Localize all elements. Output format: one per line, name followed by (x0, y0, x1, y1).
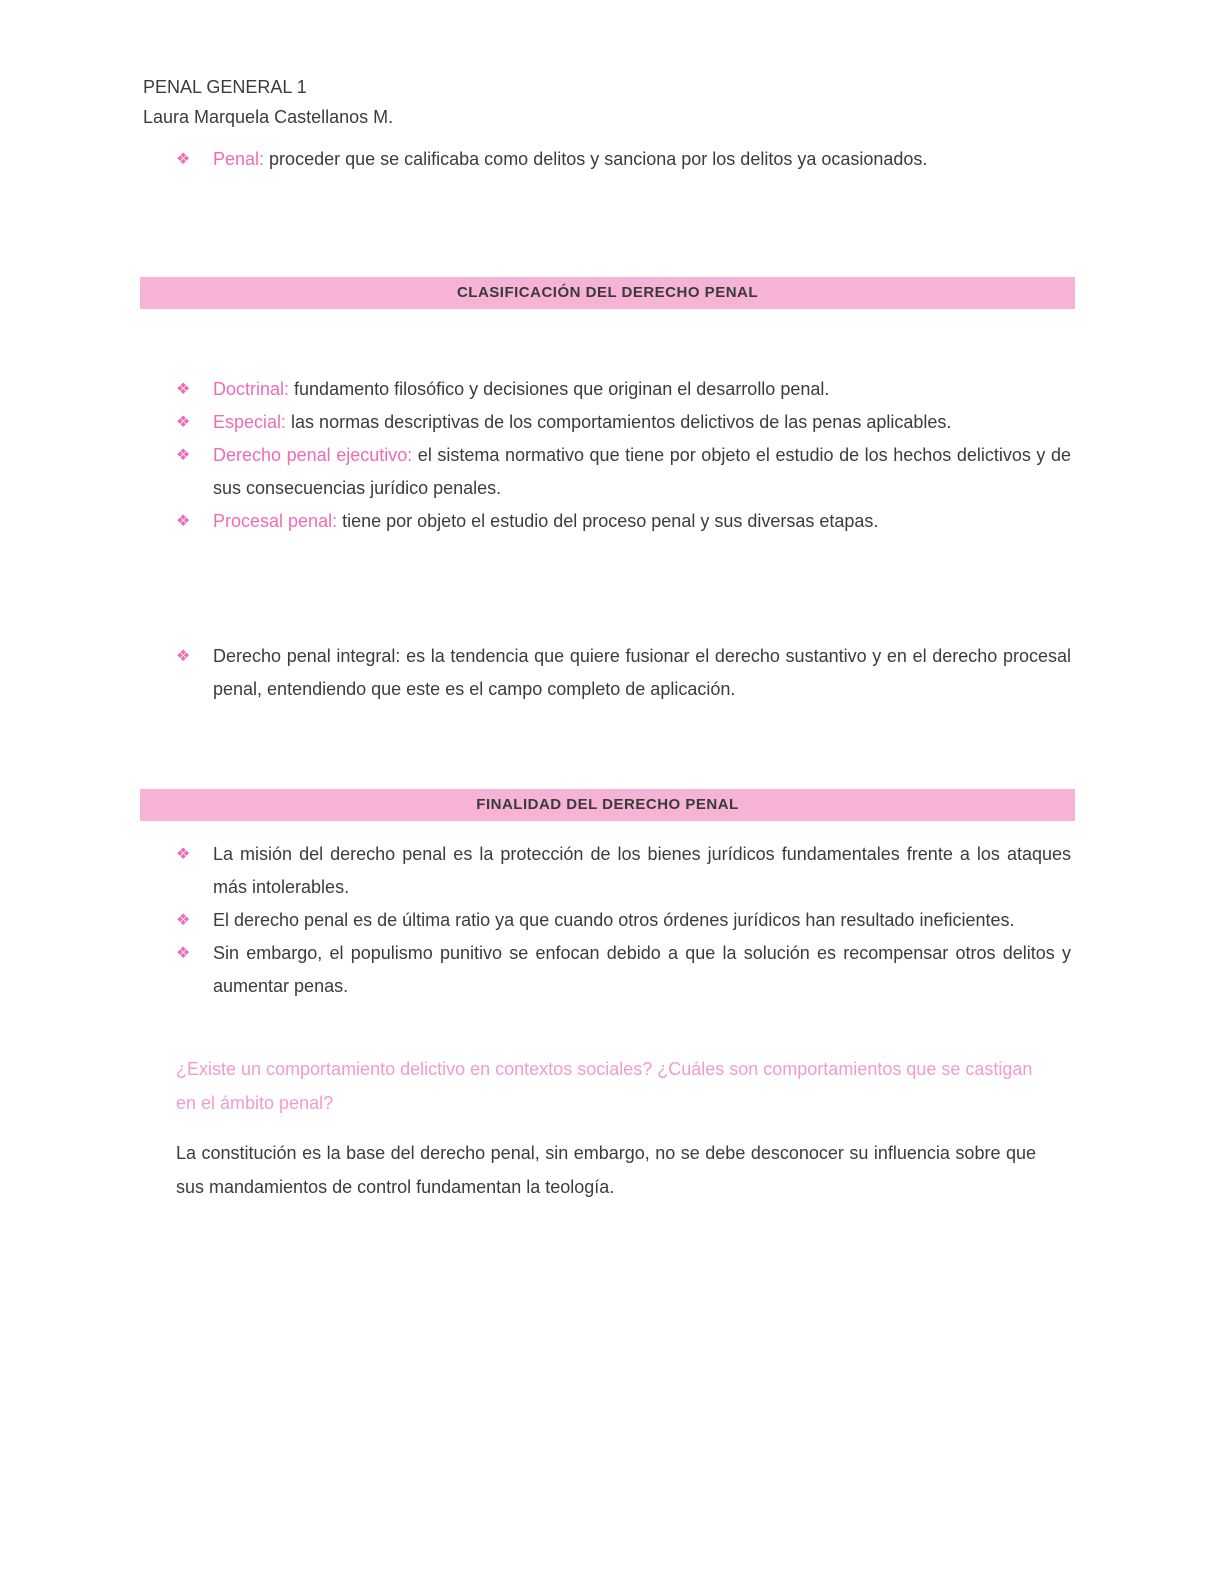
list-item-text: el sistema normativo que tiene por objeto el estudio de los hechos delictivos y de sus consecuencias jurídico penales. (213, 445, 1072, 498)
section-heading-purpose: FINALIDAD DEL DERECHO PENAL (140, 789, 1075, 821)
diamond-bullet-icon: ❖ (176, 912, 191, 929)
list-item-text: La misión del derecho penal es la protección de los bienes jurídicos fundamentales frente a los ataques más intolerables. (213, 844, 1071, 897)
list-item-term: Doctrinal: (213, 379, 290, 399)
classification-list (176, 373, 1071, 538)
diamond-bullet-icon: ❖ (176, 945, 191, 962)
intro-list (176, 143, 1071, 176)
section-heading-classification: CLASIFICACIÓN DEL DERECHO PENAL (140, 277, 1075, 309)
list-item-text: Derecho penal integral: es la tendencia que quiere fusionar el derecho sustantivo y en el derecho procesal penal, entendiendo que este es el campo completo de aplicación. (213, 646, 1071, 699)
list-item-term: Penal: (213, 149, 265, 169)
list-item (176, 838, 1071, 904)
diamond-bullet-icon: ❖ (176, 648, 191, 665)
diamond-bullet-icon: ❖ (176, 414, 191, 431)
diamond-bullet-icon: ❖ (176, 151, 191, 168)
list-item-text: proceder que se calificaba como delitos y sanciona por los delitos ya ocasionados. (264, 149, 928, 169)
list-item (176, 505, 1071, 538)
list-item-text: El derecho penal es de última ratio ya que cuando otros órdenes jurídicos han resultado ineficientes. (213, 910, 1015, 930)
list-item-text: las normas descriptivas de los comportamientos delictivos de las penas aplicables. (286, 412, 952, 432)
list-item (176, 937, 1071, 1003)
integral-note-list (176, 640, 1071, 706)
list-item-term: Procesal penal: (213, 511, 338, 531)
list-item (176, 406, 1071, 439)
diamond-bullet-icon: ❖ (176, 513, 191, 530)
author-name: Laura Marquela Castellanos M. (143, 107, 394, 127)
purpose-list (176, 838, 1071, 1003)
conclusion-paragraph: La constitución es la base del derecho penal, sin embargo, no se debe desconocer su influencia sobre que sus mandamientos de control fundamentan la teología. (176, 1143, 1036, 1197)
list-item-text: tiene por objeto el estudio del proceso penal y sus diversas etapas. (337, 511, 879, 531)
list-item (176, 904, 1071, 937)
list-item (176, 640, 1071, 706)
document-header (143, 72, 393, 132)
course-title: PENAL GENERAL 1 (143, 77, 307, 97)
list-item (176, 143, 1071, 176)
list-item-term: Derecho penal ejecutivo: (213, 445, 413, 465)
list-item (176, 373, 1071, 406)
list-item-text: Sin embargo, el populismo punitivo se enfocan debido a que la solución es recompensar otros delitos y aumentar penas. (213, 943, 1071, 996)
diamond-bullet-icon: ❖ (176, 846, 191, 863)
diamond-bullet-icon: ❖ (176, 381, 191, 398)
list-item (176, 439, 1071, 505)
list-item-term: Especial: (213, 412, 287, 432)
diamond-bullet-icon: ❖ (176, 447, 191, 464)
reflection-question: ¿Existe un comportamiento delictivo en contextos sociales? ¿Cuáles son comportamientos que se castigan en el ámbito penal? (176, 1059, 1033, 1113)
list-item-text: fundamento filosófico y decisiones que originan el desarrollo penal. (289, 379, 830, 399)
